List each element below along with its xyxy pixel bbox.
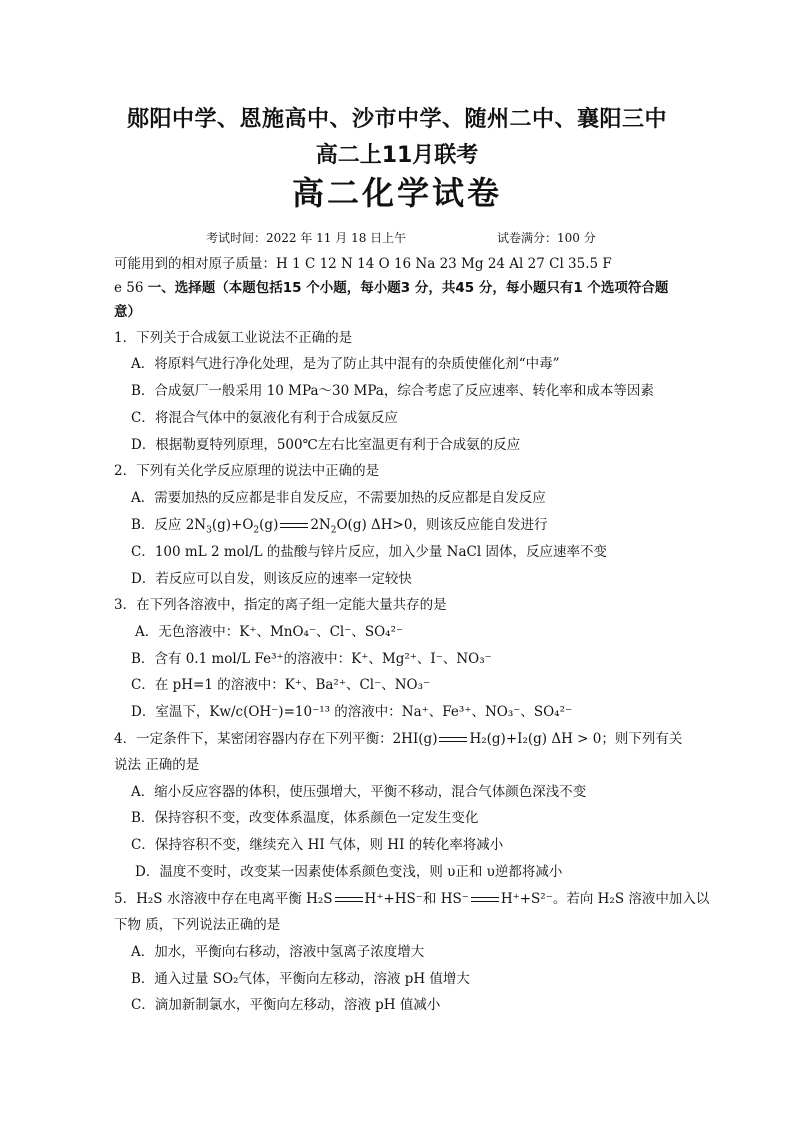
- equilibrium-arrow-icon: [439, 737, 467, 743]
- q2-b-text3: (g): [259, 517, 279, 533]
- q3-stem: 3．在下列各溶液中，指定的离子组一定能大量共存的是: [114, 597, 447, 613]
- equilibrium-arrow-icon: [280, 523, 308, 529]
- exam-name: 高二上11月联考: [315, 143, 479, 168]
- q5-stem-a: 5．H₂S 水溶液中存在电离平衡 H₂S: [114, 891, 333, 907]
- full-score: 试卷满分：100 分: [497, 231, 596, 245]
- atomic-masses-line2: [114, 276, 668, 296]
- q5-stem-b: H⁺+HS⁻和 HS⁻: [364, 891, 469, 907]
- section1-title: 一、选择题（本题包括15 个小题，每小题3 分，共45 分，每小题只有1 个选项符合题: [147, 280, 669, 296]
- q2-option-a: A．需要加热的反应都是非自发反应，不需要加热的反应都是自发反应: [131, 490, 546, 506]
- q5-option-a: A．加水，平衡向右移动，溶液中氢离子浓度增大: [131, 944, 425, 960]
- q5-option-c: C．滴加新制氯水，平衡向左移动，溶液 pH 值减小: [131, 997, 441, 1013]
- q4-option-d: D．温度不变时，改变某一因素使体系颜色变浅，则 υ正和 υ逆都将减小: [135, 864, 563, 880]
- q2-b-text1: B．反应 2N: [131, 517, 207, 533]
- q4-stem-b: H₂(g)+I₂(g) ΔH > 0；则下列有关: [469, 731, 683, 747]
- exam-time: 考试时间：2022 年 11 月 18 日上午: [206, 231, 407, 245]
- q2-b-text2: (g)+O: [211, 517, 254, 533]
- q2-b-text5: O(g) ΔH>0，则该反应能自发进行: [336, 517, 548, 533]
- atomic-masses-fe: e 56: [114, 280, 148, 296]
- q4-stem-a: 4．一定条件下，某密闭容器内存在下列平衡：2HI(g): [114, 731, 438, 747]
- q4-stem: [114, 727, 682, 747]
- subject-title: 高二化学试卷: [291, 174, 502, 212]
- q2-option-b: B．反应 $2N_3(g)+O_2(g)$ $2N_2O(g)$ ΔH>0，则该反应能自发进行: [131, 517, 548, 536]
- q4-option-c: C．保持容积不变，继续充入 HI 气体，则 HI 的转化率将减小: [131, 837, 504, 853]
- equilibrium-arrow-icon: [471, 897, 499, 903]
- q3-option-c: C．在 pH=1 的溶液中：K⁺、Ba²⁺、Cl⁻、NO₃⁻: [131, 677, 431, 693]
- atomic-masses-line1: 可能用到的相对原子质量：H 1 C 12 N 14 O 16 Na 23 Mg 24 Al 27 Cl 35.5 F: [114, 256, 612, 272]
- q1-option-b: B．合成氨厂一般采用 10 MPa～30 MPa，综合考虑了反应速率、转化率和成本等因素: [131, 383, 654, 399]
- q5-option-b: B．通入过量 SO₂气体，平衡向左移动，溶液 pH 值增大: [131, 971, 470, 987]
- schools-title: 郧阳中学、恩施高中、沙市中学、随州二中、襄阳三中: [126, 107, 667, 132]
- q1-option-a: A．将原料气进行净化处理，是为了防止其中混有的杂质使催化剂“中毒”: [131, 356, 560, 372]
- q2-option-d: D．若反应可以自发，则该反应的速率一定较快: [131, 571, 412, 587]
- equilibrium-arrow-icon: [335, 897, 363, 903]
- q4-option-b: B．保持容积不变，改变体系温度，体系颜色一定发生变化: [131, 810, 479, 826]
- q1-option-d: D．根据勒夏特列原理，500℃左右比室温更有利于合成氨的反应: [131, 437, 521, 453]
- q3-option-d: D．室温下，Kw/c(OH⁻)=10⁻¹³ 的溶液中：Na⁺、Fe³⁺、NO₃⁻、SO₄²⁻: [131, 704, 573, 720]
- q1-option-c: C．将混合气体中的氨液化有利于合成氨反应: [131, 410, 398, 426]
- q1-stem: 1．下列关于合成氨工业说法不正确的是: [114, 330, 353, 346]
- q4-option-a: A．缩小反应容器的体积，使压强增大，平衡不移动，混合气体颜色深浅不变: [131, 784, 587, 800]
- q5-stem: [114, 887, 709, 907]
- q3-option-a: A．无色溶液中：K⁺、MnO₄⁻、Cl⁻、SO₄²⁻: [135, 624, 404, 640]
- q2-option-c: C．100 mL 2 mol/L 的盐酸与锌片反应，加入少量 NaCl 固体，反应速率不变: [131, 544, 607, 560]
- q2-b-text4: 2N: [310, 517, 331, 533]
- q2-stem: 2．下列有关化学反应原理的说法中正确的是: [114, 463, 380, 479]
- q5-stem-c: H⁺+S²⁻。若向 H₂S 溶液中加入以: [500, 891, 710, 907]
- q4-stem-line2: 说法 正确的是: [114, 757, 200, 773]
- q5-stem-line2: 下物 质，下列说法正确的是: [114, 917, 281, 933]
- section1-title-cont: 意）: [114, 304, 141, 320]
- q3-option-b: B．含有 0.1 mol/L Fe³⁺的溶液中：K⁺、Mg²⁺、I⁻、NO₃⁻: [131, 651, 492, 667]
